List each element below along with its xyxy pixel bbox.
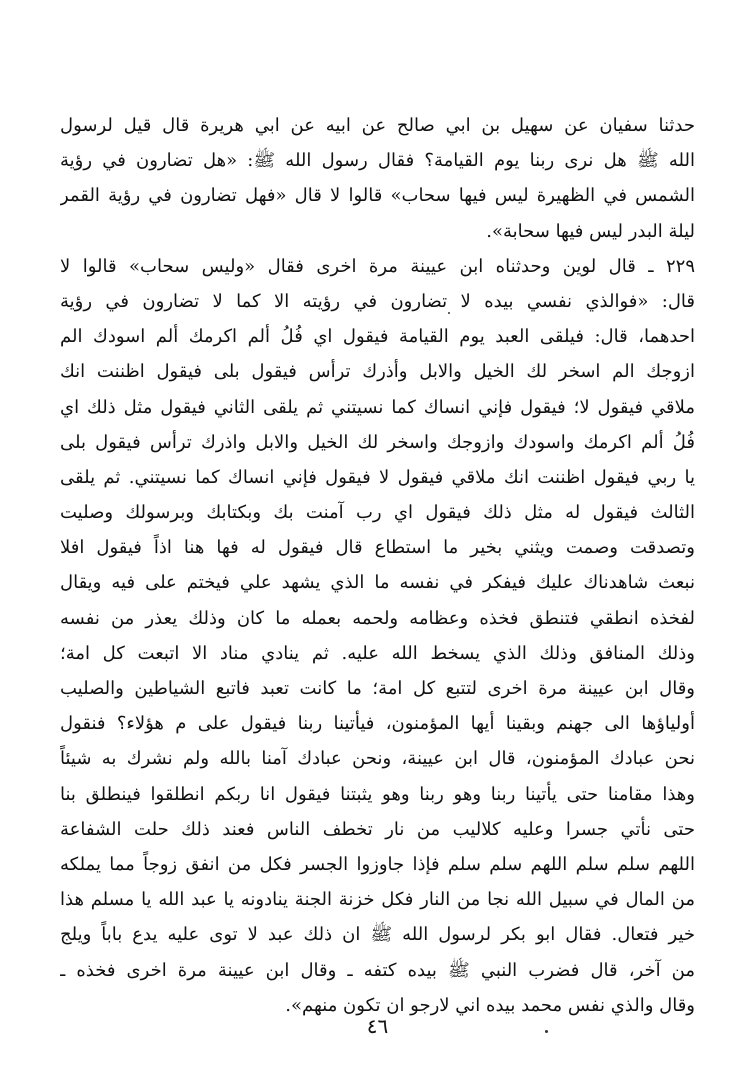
text-line: وتصدقت وصمت ويثني بخير ما استطاع قال فيقول له فها هنا اذاً فيقول افلا (60, 537, 695, 559)
text-line: وذلك المنافق وذلك الذي يسخط الله عليه. ثم ينادي مناد الا اتبعت كل امة؛ (60, 642, 695, 664)
text-line: نحن عبادك المؤمنون، قال ابن عيينة، ونحن عبادك آمنا بالله ولم نشرك به شيئاً (60, 748, 695, 770)
text-line: قال: «فوالذي نفسي بيده لا تضارون في رؤيته الا كما لا تضارون في رؤية (60, 290, 695, 312)
text-line: نبعث شاهدناك عليك فيفكر في نفسه ما الذي يشهد علي فيختم على فيه ويقال (60, 572, 695, 594)
text-line: لفخذه انطقي فتنطق فخذه وعظامه ولحمه بعمله ما كان وذلك يعذر من نفسه (60, 607, 695, 629)
text-line: وهذا مقامنا حتى يأتينا ربنا وهو ربنا وهو يثبتنا فيقول انا ربكم انطلقوا فينطلق بنا (60, 783, 695, 805)
text-line: وقال والذي نفس محمد بيده اني لارجو ان تكون منهم». (285, 994, 695, 1016)
body-text (60, 108, 695, 1023)
text-line: الشمس في الظهيرة ليس فيها سحاب» قالوا لا قال «فهل تضارون في رؤية القمر (60, 185, 695, 207)
text-line: يا ربي فيقول اظننت انك ملاقي فيقول لا فيقول فإني انساك كما نسيتني. ثم يلقى (60, 466, 695, 488)
text-line: وقال ابن عيينة مرة اخرى لتتبع كل امة؛ ما كانت تعبد فاتبع الشياطين والصليب (60, 678, 695, 699)
text-line: ٢٢٩ ـ قال لوين وحدثناه ابن عيينة مرة اخرى فقال «وليس سحاب» قالوا لا (60, 255, 695, 277)
text-line: الثالث فيقول له مثل ذلك فيقول اي رب آمنت بك وبكتابك وبرسولك وصليت (60, 502, 695, 524)
scan-speck (545, 1030, 548, 1033)
text-line: اللهم سلم سلم اللهم سلم سلم فإذا جاوزوا الجسر فكل من انفق زوجاً مما يملكه (60, 853, 695, 875)
text-line: ليلة البدر ليس فيها سحابة». (486, 220, 695, 242)
text-line: خير فتعال. فقال ابو بكر لرسول الله ﷺ ان ذلك عبد لا توى عليه يدع باباً ويلج (60, 924, 695, 946)
text-line: من آخر، قال فضرب النبي ﷺ بيده كتفه ـ وقال ابن عيينة مرة اخرى فخذه ـ (60, 959, 695, 981)
text-line: أولياؤها الى جهنم وبقينا أيها المؤمنون، فيأتينا ربنا فيقول على م هؤلاء؟ فنقول (60, 713, 695, 735)
text-line: الله ﷺ هل نرى ربنا يوم القيامة؟ فقال رسول الله ﷺ: «هل تضارون في رؤية (60, 150, 695, 172)
scan-speck (448, 312, 450, 314)
text-line: حتى نأتي جسرا وعليه كلاليب من نار تخطف الناس فعند ذلك حلت الشفاعة (60, 818, 695, 840)
text-line: من المال في سبيل الله نجا من النار فكل خزنة الجنة ينادونه يا عبد الله يا مسلم هذا (60, 889, 695, 911)
text-line: حدثنا سفيان عن سهيل بن ابي صالح عن ابيه عن ابي هريرة قال قيل لرسول (60, 115, 695, 136)
page-number: ٤٦ (366, 1014, 389, 1038)
text-line: ازوجك الم اسخر لك الخيل والابل وأذرك ترأس فيقول بلى فيقول اظننت انك (60, 361, 695, 383)
text-line: ملاقي فيقول لا؛ فيقول فإني انساك كما نسيتني ثم يلقى الثاني فيقول مثل ذلك اي (60, 396, 695, 418)
text-line: فُلُ ألم اكرمك واسودك وازوجك واسخر لك الخيل والابل واذرك ترأس فيقول بلى (60, 431, 695, 453)
text-line: احدهما، قال: فيلقى العبد يوم القيامة فيقول اي فُلُ ألم اكرمك ألم اسودك الم (60, 326, 695, 348)
